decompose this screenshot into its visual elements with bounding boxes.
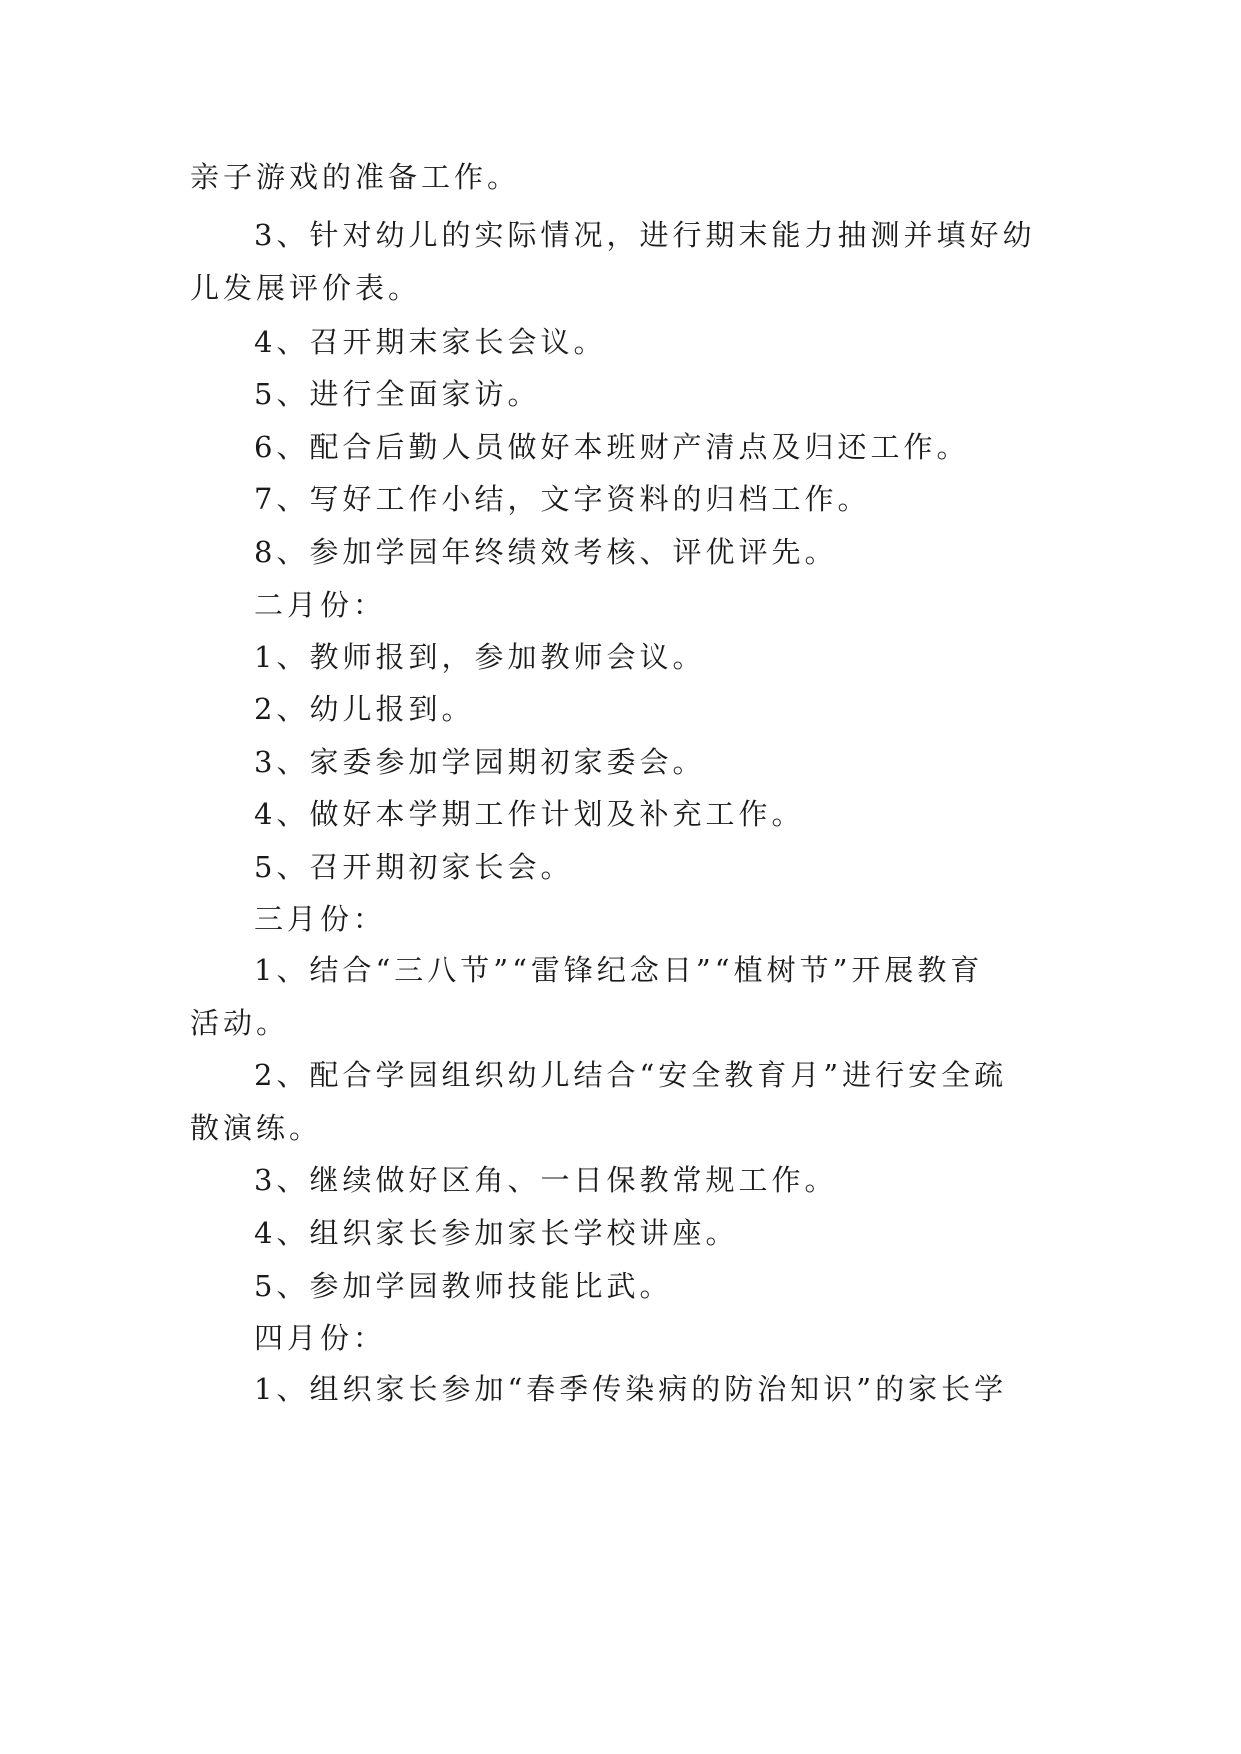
text-line: 散演练。 [190, 1111, 323, 1145]
text-line: 4、做好本学期工作计划及补充工作。 [254, 797, 805, 831]
text-line: 4、组织家长参加家长学校讲座。 [254, 1216, 739, 1250]
text-line: 5、召开期初家长会。 [254, 850, 574, 884]
text-line: 5、参加学园教师技能比武。 [254, 1269, 673, 1303]
text-line: 3、继续做好区角、一日保教常规工作。 [254, 1163, 838, 1197]
text-line: 活动。 [190, 1006, 290, 1040]
section-heading: 三月份： [254, 902, 387, 936]
section-heading: 二月份： [254, 588, 387, 622]
text-line: 2、配合学园组织幼儿结合“安全教育月”进行安全疏 [254, 1058, 1008, 1092]
text-line: 6、配合后勤人员做好本班财产清点及归还工作。 [254, 430, 970, 464]
section-heading: 四月份： [254, 1321, 387, 1355]
text-line: 亲子游戏的准备工作。 [190, 160, 521, 194]
text-line: 1、组织家长参加“春季传染病的防治知识”的家长学 [254, 1372, 1008, 1406]
text-line: 1、结合“三八节”“雷锋纪念日”“植树节”开展教育 [254, 953, 984, 987]
text-line: 儿发展评价表。 [190, 271, 422, 305]
text-line: 5、进行全面家访。 [254, 377, 541, 411]
text-line: 2、幼儿报到。 [254, 692, 475, 726]
text-line: 1、教师报到，参加教师会议。 [254, 640, 706, 674]
text-line: 8、参加学园年终绩效考核、评优评先。 [254, 535, 838, 569]
text-line: 4、召开期末家长会议。 [254, 325, 607, 359]
text-line: 7、写好工作小结，文字资料的归档工作。 [254, 482, 871, 516]
text-line: 3、家委参加学园期初家委会。 [254, 745, 706, 779]
text-line: 3、针对幼儿的实际情况，进行期末能力抽测并填好幼 [254, 218, 1036, 252]
